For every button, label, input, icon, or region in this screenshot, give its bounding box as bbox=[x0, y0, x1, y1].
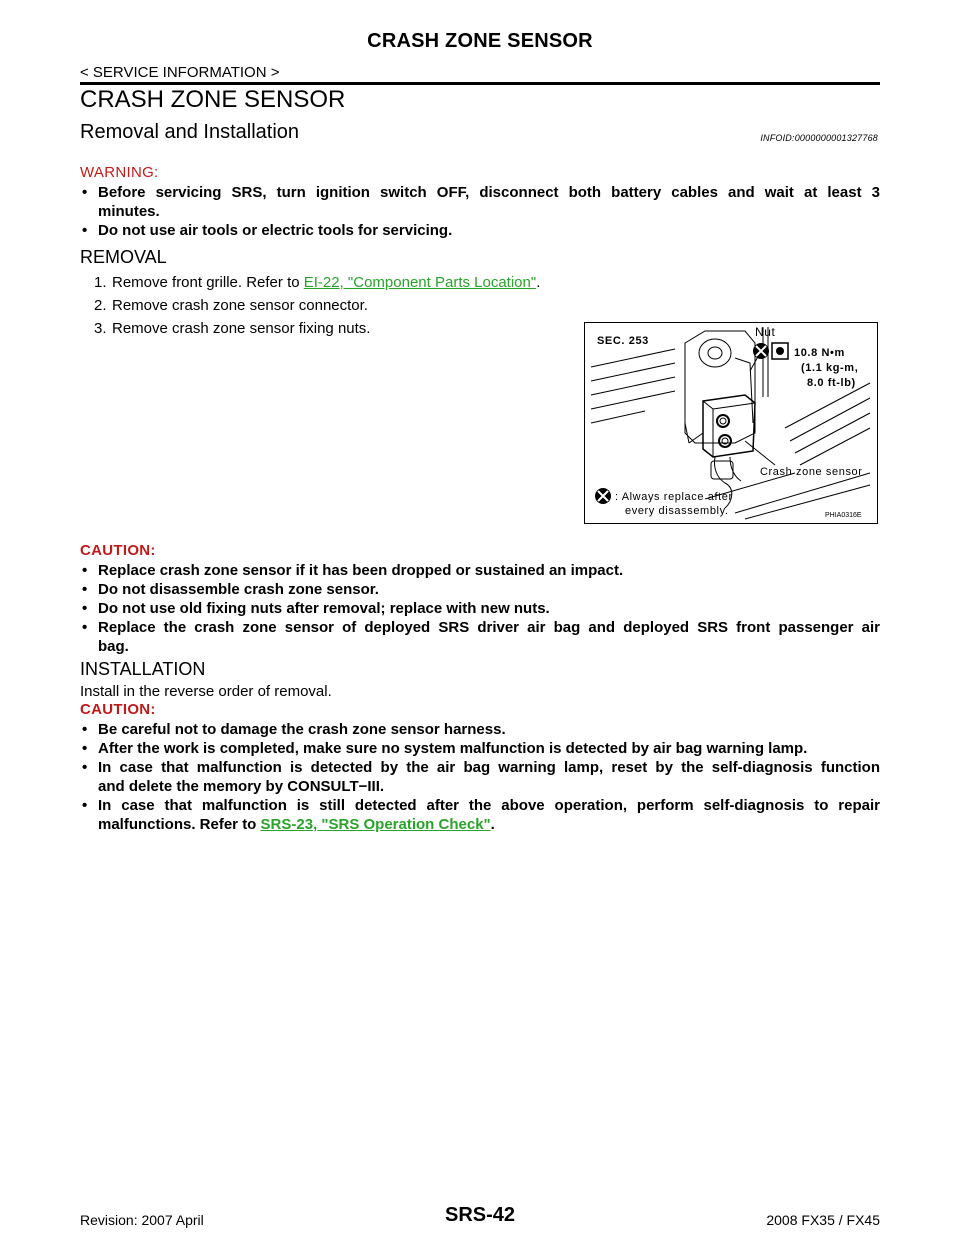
caution-item: • In case that malfunction is still detected after the above operation, perform self-diagnosis to repair bbox=[80, 796, 880, 815]
figure-torque-kgm: (1.1 kg-m, bbox=[801, 362, 859, 374]
footer-page-number: SRS-42 bbox=[444, 1204, 516, 1226]
installation-text: Install in the reverse order of removal. bbox=[80, 683, 332, 700]
step-number: 1. bbox=[94, 274, 107, 291]
caution-list bbox=[80, 561, 880, 656]
warning-list bbox=[80, 183, 880, 240]
step-text: Remove crash zone sensor fixing nuts. bbox=[112, 320, 371, 337]
figure-sec-label: SEC. 253 bbox=[597, 335, 649, 347]
header-rule bbox=[80, 82, 880, 85]
caution-item: • Do not use old fixing nuts after removal; replace with new nuts. bbox=[80, 599, 880, 618]
installation-title: INSTALLATION bbox=[80, 659, 206, 679]
installation-caution-label: CAUTION: bbox=[80, 701, 156, 718]
installation-caution-list bbox=[80, 720, 880, 834]
crash-zone-sensor-figure bbox=[584, 322, 878, 524]
removal-title: REMOVAL bbox=[80, 247, 167, 267]
removal-step-3 bbox=[94, 320, 371, 337]
torque-wrench-icon bbox=[772, 343, 788, 359]
breadcrumb: < SERVICE INFORMATION > bbox=[80, 64, 280, 81]
warning-label: WARNING: bbox=[80, 164, 159, 181]
caution-item: • Replace crash zone sensor if it has been dropped or sustained an impact. bbox=[80, 561, 880, 580]
caution-item-cont bbox=[80, 815, 880, 834]
caution-item-cont: bag. bbox=[98, 638, 129, 655]
legend-do-not-reuse-icon bbox=[595, 488, 611, 504]
link-srs-23[interactable]: SRS-23, "SRS Operation Check" bbox=[260, 816, 491, 833]
subsection-title: Removal and Installation bbox=[80, 121, 300, 143]
caution-item: • Replace the crash zone sensor of deployed SRS driver air bag and deployed SRS front passenger air bbox=[80, 618, 880, 637]
figure-code: PHIA0316E bbox=[825, 512, 862, 519]
page-header-title: CRASH ZONE SENSOR bbox=[367, 30, 593, 52]
section-title: CRASH ZONE SENSOR bbox=[80, 86, 346, 113]
figure-torque-ftlb: 8.0 ft-lb) bbox=[807, 377, 856, 389]
caution-item: • Do not disassemble crash zone sensor. bbox=[80, 580, 880, 599]
figure-nut-label: Nut bbox=[755, 325, 776, 339]
warning-item: • Before servicing SRS, turn ignition switch OFF, disconnect both battery cables and wait at least 3 bbox=[80, 183, 880, 202]
caution-item-cont: and delete the memory by CONSULT−III. bbox=[98, 778, 385, 795]
caution-label: CAUTION: bbox=[80, 542, 156, 559]
step-text-end: . bbox=[536, 274, 541, 291]
caution-item: • In case that malfunction is detected by the air bag warning lamp, reset by the self-diagnosis function bbox=[80, 758, 880, 777]
caution-text: malfunctions. Refer to bbox=[98, 816, 261, 833]
figure-sensor-label: Crash zone sensor bbox=[760, 466, 863, 478]
warning-item: • Do not use air tools or electric tools for servicing. bbox=[80, 221, 880, 240]
figure-torque-nm: 10.8 N•m bbox=[794, 347, 845, 359]
removal-step-1 bbox=[94, 274, 541, 291]
info-id: INFOID:0000000001327768 bbox=[760, 133, 878, 143]
footer-model: 2008 FX35 / FX45 bbox=[766, 1212, 880, 1228]
warning-item-cont: minutes. bbox=[98, 203, 160, 220]
caution-text-end: . bbox=[490, 816, 495, 833]
figure-legend-line1: : Always replace after bbox=[615, 491, 733, 503]
step-number: 3. bbox=[94, 320, 107, 337]
caution-item: • After the work is completed, make sure no system malfunction is detected by air bag warning lamp. bbox=[80, 739, 880, 758]
step-number: 2. bbox=[94, 297, 107, 314]
footer-revision: Revision: 2007 April bbox=[80, 1212, 204, 1228]
step-text: Remove front grille. Refer to bbox=[112, 274, 304, 291]
figure-legend-line2: every disassembly. bbox=[625, 505, 729, 517]
step-text: Remove crash zone sensor connector. bbox=[112, 297, 368, 314]
removal-step-2 bbox=[94, 297, 368, 314]
link-ei-22[interactable]: EI-22, "Component Parts Location" bbox=[303, 274, 537, 291]
caution-item: • Be careful not to damage the crash zone sensor harness. bbox=[80, 720, 880, 739]
do-not-reuse-icon bbox=[753, 343, 769, 359]
